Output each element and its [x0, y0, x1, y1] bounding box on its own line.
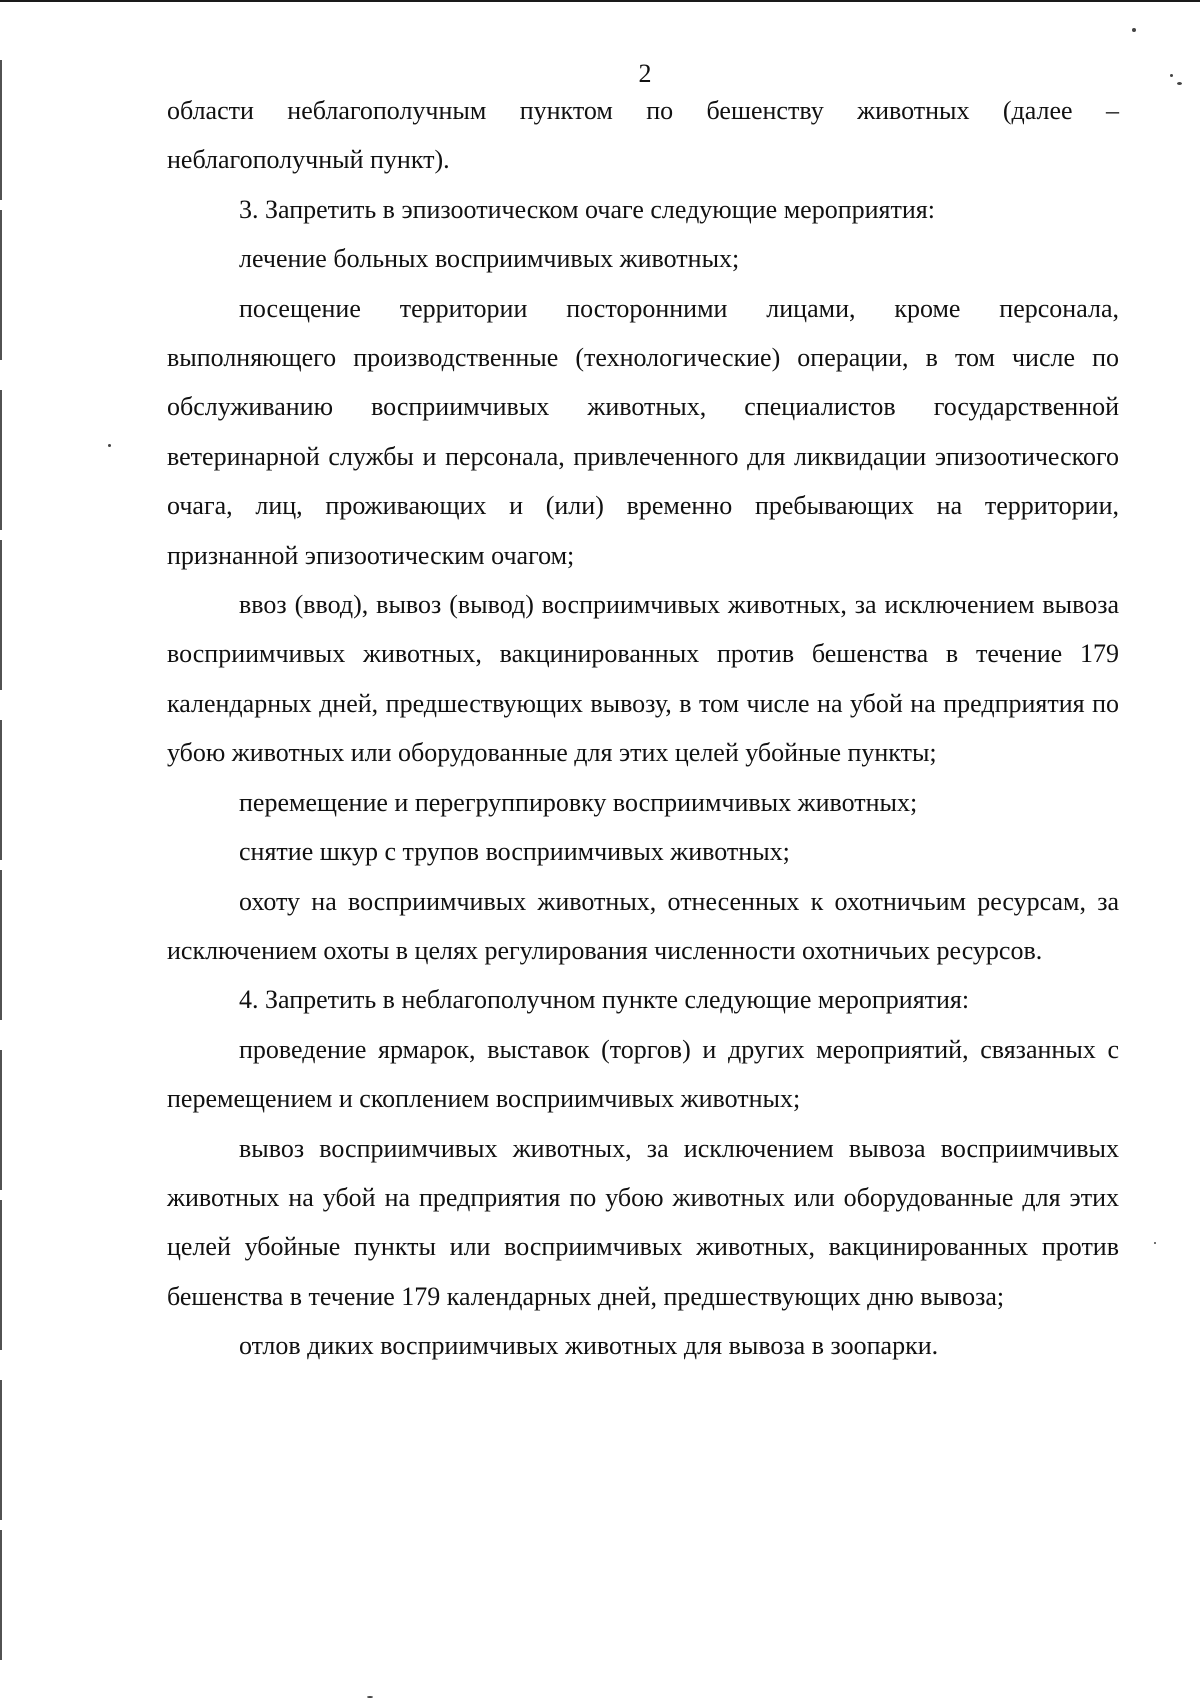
list-item: ввоз (ввод), вывоз (вывод) восприимчивых животных, за исключением вывоза восприимчивых животных, вакцинированных против бешенства в течение 179 календарных дней, предшествующих вывозу, в том числе на убой на предприятия по убою животных или оборудованные для этих целей убойные пункты; — [167, 590, 1119, 768]
list-item: проведение ярмарок, выставок (торгов) и других мероприятий, связанных с перемещением и скоплением восприимчивых животных; — [167, 1034, 1119, 1114]
list-item: отлов диких восприимчивых животных для вывоза в зоопарки. — [239, 1331, 939, 1361]
scan-speck — [367, 1696, 373, 1698]
list-item: снятие шкур с трупов восприимчивых животных; — [239, 837, 790, 867]
scan-edge-left — [0, 60, 2, 1660]
list-item: вывоз восприимчивых животных, за исключением вывоза восприимчивых животных на убой на предприятия по убою животных или оборудованные для этих целей убойные пункты или восприимчивых животных, вакцинированных против бешенства в течение 179 календарных дней, предшествующих дню вывоза; — [167, 1133, 1119, 1311]
document-body — [167, 86, 1119, 1371]
section-heading: 3. Запретить в эпизоотическом очаге следующие мероприятия: — [239, 194, 935, 224]
page-number: 2 — [638, 59, 652, 88]
paragraph: области неблагополучным пунктом по бешенству животных (далее – неблагополучный пункт). — [167, 96, 1119, 175]
scan-edge-top — [0, 0, 1200, 2]
list-item: посещение территории посторонними лицами, кроме персонала, выполняющего производственные (технологические) операции, в том числе по обслуживанию восприимчивых животных, специалистов государственной ветеринарной службы и персонала, привлеченного для ликвидации эпизоотического очага, лиц, проживающих и (или) временно пребывающих на территории, признанной эпизоотическим очагом; — [167, 293, 1119, 570]
list-item: охоту на восприимчивых животных, отнесенных к охотничьим ресурсам, за исключением охоты в целях регулирования численности охотничьих ресурсов. — [167, 886, 1119, 965]
list-item: перемещение и перегруппировку восприимчивых животных; — [239, 787, 918, 817]
scan-speck — [1132, 28, 1136, 32]
list-item: лечение больных восприимчивых животных; — [239, 244, 740, 274]
section-heading: 4. Запретить в неблагополучном пункте следующие мероприятия: — [239, 985, 970, 1015]
scan-speck — [1154, 1242, 1156, 1244]
scan-speck — [108, 444, 111, 447]
